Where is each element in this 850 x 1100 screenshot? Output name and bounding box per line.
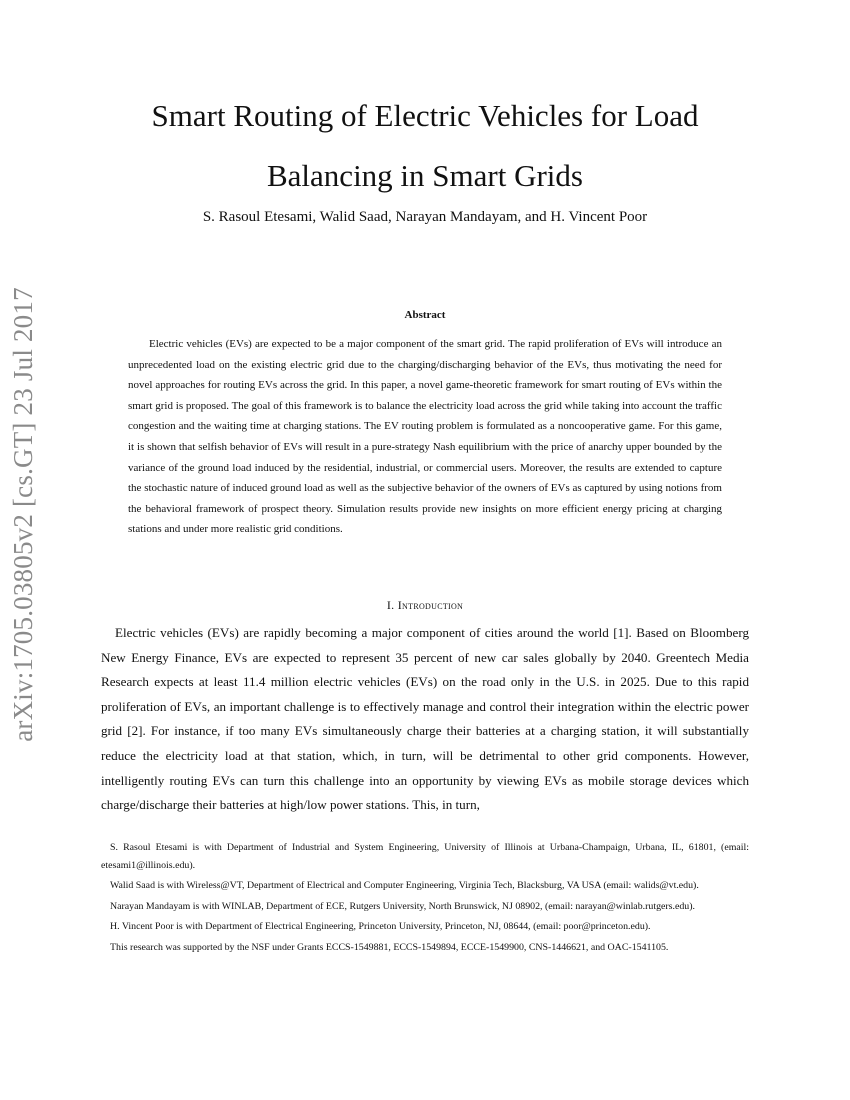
footnote-mandayam: Narayan Mandayam is with WINLAB, Department of ECE, Rutgers University, North Brunswick, NJ 08902, (email: narayan@winlab.rutgers.edu).	[110, 900, 696, 912]
footnote-saad: Walid Saad is with Wireless@VT, Department of Electrical and Computer Engineering, Virginia Tech, Blacksburg, VA USA (email: walids@vt.edu).	[110, 880, 699, 891]
section-heading-introduction	[100, 596, 750, 614]
author-list: S. Rasoul Etesami, Walid Saad, Narayan Mandayam, and H. Vincent Poor	[202, 209, 648, 225]
footnote-poor: H. Vincent Poor is with Department of Electrical Engineering, Princeton University, Princeton, NJ, 08644, (email: poor@princeton.edu).	[110, 921, 651, 932]
author-footnotes	[101, 839, 749, 959]
section-title: Introduction	[397, 598, 464, 612]
arxiv-identifier-text: arXiv:1705.03805v2 [cs.GT] 23 Jul 2017	[7, 286, 38, 742]
abstract-heading: Abstract	[404, 309, 446, 321]
footnote-funding: This research was supported by the NSF under Grants ECCS-1549881, ECCS-1549894, ECCE-1549900, CNS-1446621, and OAC-1541105.	[110, 941, 669, 953]
introduction-paragraph: Electric vehicles (EVs) are rapidly becoming a major component of cities around the world [1]. Based on Bloomberg New Energy Finance, EVs are expected to represent 35 percent of new car sales globally by 2040. Greentech Media Research expects at least 11.4 million electric vehicles (EVs) on the road only in the U.S. in 2025. Due to this rapid proliferation of EVs, an important challenge is to effectively manage and control their integration within the electric power grid [2]. For instance, if too many EVs simultaneously charge their batteries at a charging station, it will substantially reduce the electricity load at that station, which, in turn, will be detrimental to other grid components. However, intelligently routing EVs can turn this challenge into an opportunity by viewing EVs as mobile storage devices which charge/discharge their batteries at high/low power stations. This, in turn,	[101, 625, 749, 813]
abstract-text: Electric vehicles (EVs) are expected to be a major component of the smart grid. The rapid proliferation of EVs will introduce an unprecedented load on the existing electric grid due to the charging/discharging behavior of the EVs, thus motivating the need for novel approaches for routing EVs across the grid. In this paper, a novel game-theoretic framework for smart routing of EVs within the smart grid is proposed. The goal of this framework is to balance the electricity load across the grid while taking into account the traffic congestion and the waiting time at charging stations. The EV routing problem is formulated as a noncooperative game. For this game, it is shown that selfish behavior of EVs will result in a pure-strategy Nash equilibrium with the price of anarchy upper bounded by the variance of the ground load induced by the residential, industrial, or commercial users. Moreover, the results are extended to capture the stochastic nature of induced ground load as well as the subjective behavior of the owners of EVs as captured by using notions from the behavioral framework of prospect theory. Simulation results provide new insights on more efficient energy pricing at charging stations and under more realistic grid conditions.	[128, 338, 722, 536]
section-number: I.	[386, 598, 395, 612]
footnote-etesami: S. Rasoul Etesami is with Department of Industrial and System Engineering, University of Illinois at Urbana-Champaign, Urbana, IL, 61801, (email: etesami1@illinois.edu).	[101, 842, 749, 871]
paper-title: Smart Routing of Electric Vehicles for Load Balancing in Smart Grids	[151, 98, 699, 193]
arxiv-identifier-stamp	[2, 286, 44, 742]
